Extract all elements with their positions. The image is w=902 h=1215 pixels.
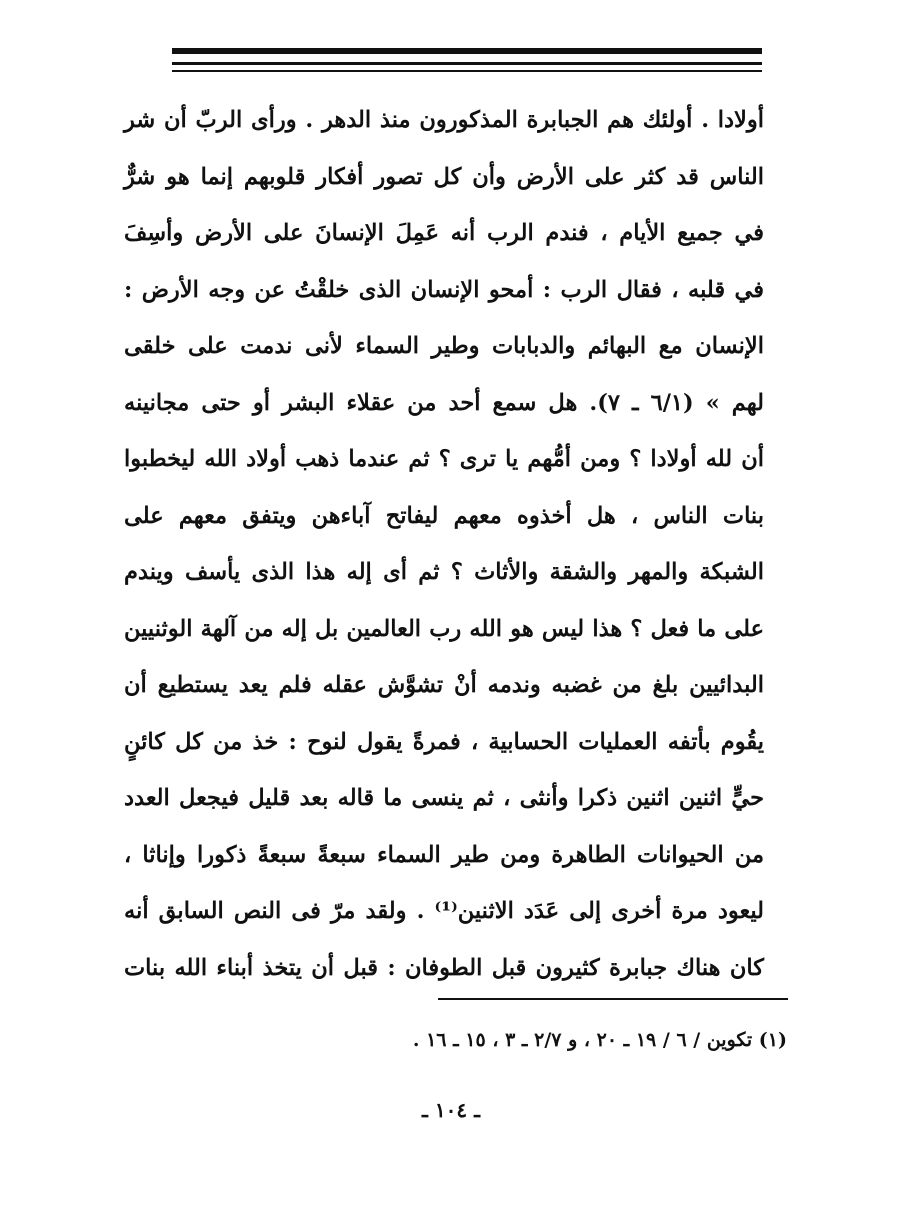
text-line: الناس قد كثر على الأرض وأن كل تصور أفكار قلوبهم إنما هو شرٌّ: [124, 163, 764, 190]
text-line: يقُوم بأتفه العمليات الحسابية ، فمرةً يقول لنوح : خذ من كل كائنٍ: [124, 728, 764, 755]
text-line: الشبكة والمهر والشقة والأثاث ؟ ثم أى إله هذا الذى يأسف ويندم: [124, 559, 764, 585]
text-line: أن لله أولادا ؟ ومن أمُّهم يا ترى ؟ ثم عندما ذهب أولاد الله ليخطبوا: [124, 446, 764, 472]
header-rule-thick: [172, 48, 762, 54]
text-line: في قلبه ، فقال الرب : أمحو الإنسان الذى خلقْتُ عن وجه الأرض :: [124, 276, 764, 303]
text-line: أولادا . أولئك هم الجبابرة المذكورون منذ الدهر . ورأى الربّ أن شر: [124, 107, 764, 133]
footnote: (١) تكوين / ٦ / ١٩ ـ ٢٠ ، و ٢/٧ ـ ٣ ، ١٥ ـ ١٦ .: [412, 1029, 787, 1051]
body-text: [124, 92, 764, 996]
text-line: الإنسان مع البهائم والدبابات وطير السماء لأنى ندمت على خلقى: [124, 333, 764, 359]
text-line: البدائيين بلغ من غضبه وندمه أنْ تشوَّش عقله فلم يعد يستطيع أن: [124, 672, 764, 698]
text-line: لهم » (٦/١ ـ ٧). هل سمع أحد من عقلاء البشر أو حتى مجانينه: [124, 389, 765, 416]
header-rule-thin: [172, 62, 762, 65]
text-line: حيٍّ اثنين اثنين ذكرا وأنثى ، ثم ينسى ما قاله بعد قليل فيجعل العدد: [124, 785, 764, 811]
text-line: في جميع الأيام ، فندم الرب أنه عَمِلَ الإنسانَ على الأرض وأسِفَ: [124, 220, 764, 246]
text-line: ليعود مرة أخرى إلى عَدَد الاثنين⁽¹⁾ . ولقد مرّ فى النص السابق أنه: [124, 898, 764, 924]
header-rule-thin-lower: [172, 70, 762, 72]
text-line: كان هناك جبابرة كثيرون قبل الطوفان : قبل أن يتخذ أبناء الله بنات: [124, 954, 764, 981]
page-number: ـ ١٠٤ ـ: [422, 1098, 480, 1122]
text-line: على ما فعل ؟ هذا ليس هو الله رب العالمين بل إله من آلهة الوثنيين: [124, 615, 764, 642]
footnote-separator: [438, 998, 788, 1000]
text-line: بنات الناس ، هل أخذوه معهم ليفاتح آباءهن ويتفق معهم على: [124, 502, 764, 529]
text-line: من الحيوانات الطاهرة ومن طير السماء سبعةً سبعةً ذكورا وإناثا ،: [124, 841, 764, 868]
